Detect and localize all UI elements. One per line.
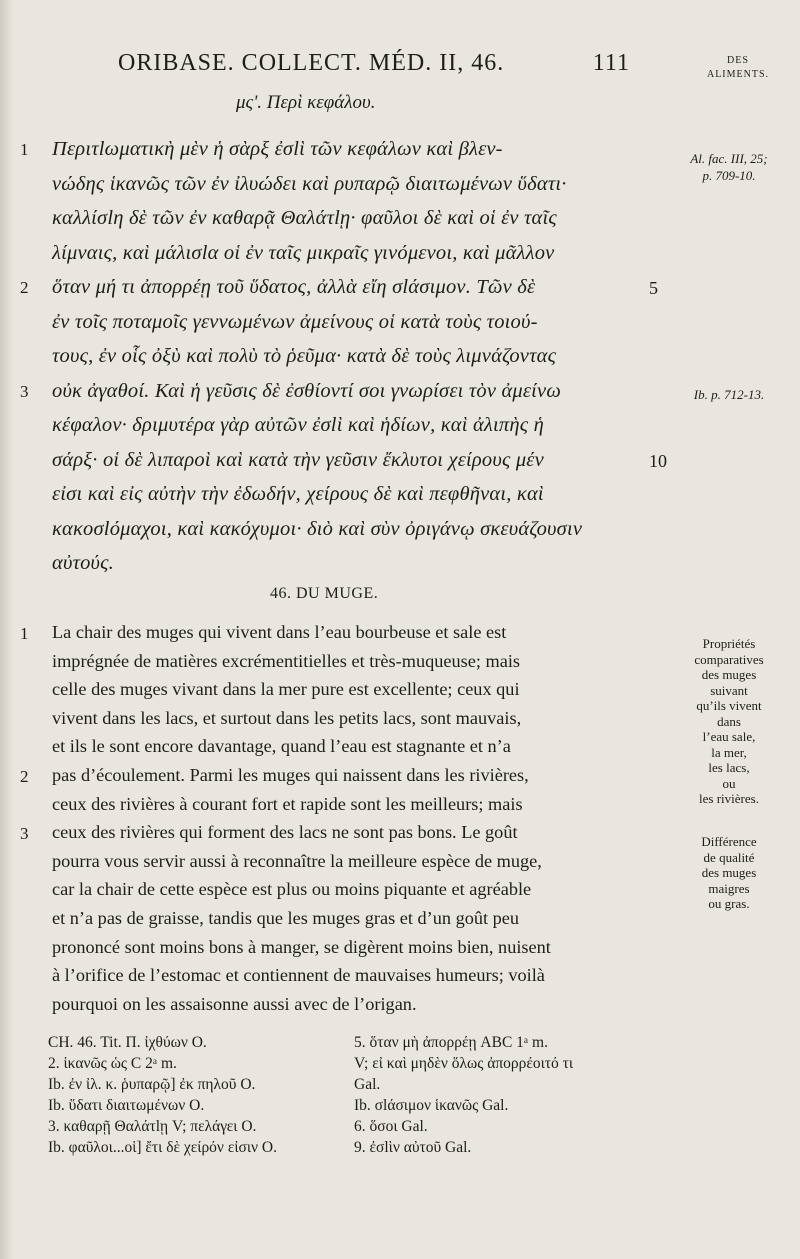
margin-note-line: ou (722, 775, 736, 791)
greek-text-line: λίμναις, καὶ μάλισlα οἱ ἐν ταῖς μικραῖς γινόμενοι, καὶ μᾶλλον (52, 241, 555, 264)
margin-note-line: Différence (701, 834, 757, 849)
side-heading-line: DES (727, 55, 749, 66)
side-heading (688, 54, 788, 82)
greek-text-line: καλλίσlη δὲ τῶν ἐν καθαρᾷ Θαλάτlῃ· φαῦλοι δὲ καὶ οἱ ἐν ταῖς (52, 207, 557, 229)
paragraph-number: 2 (20, 278, 29, 297)
french-text-line: à l’orifice de l’estomac et contiennent de mauvaises humeurs; voilà (52, 965, 545, 986)
margin-note-properties (668, 636, 790, 807)
french-text-line: pas d’écoulement. Parmi les muges qui naissent dans les rivières, (52, 765, 529, 785)
paragraph-number: 3 (20, 381, 29, 401)
margin-note-line: comparatives (694, 651, 764, 667)
margin-note-line: la mer, (711, 744, 747, 760)
greek-text-line: ἐν τοῖς ποταμοῖς γεννωμένων ἀμείνους οἱ κατὰ τοὺς τοιού- (52, 310, 538, 333)
margin-note-line: qu’ils vivent (696, 698, 762, 713)
apparatus-entry: 2. ἱκανῶς ὡς C 2ᵃ m. (48, 1055, 177, 1072)
margin-note-line: des muges (701, 667, 757, 682)
apparatus-entry: 6. ὅσοι Gal. (354, 1118, 428, 1135)
french-text-line: et ils le sont encore davantage, quand l’eau est stagnante et n’a (52, 736, 511, 757)
apparatus-entry: Ib. ὕδατι διαιτωμένων O. (48, 1097, 205, 1114)
margin-note-line: dans (717, 713, 741, 729)
running-title: ORIBASE. COLLECT. MÉD. II, 46. (118, 50, 505, 76)
margin-note-line: maigres (708, 880, 750, 896)
margin-note-line: des muges (701, 865, 757, 880)
french-chapter-title: 46. DU MUGE. (270, 585, 379, 602)
side-heading-line: ALIMENTS. (706, 69, 770, 80)
apparatus-entry: V; εἰ καὶ μηδὲν ὅλως ἀπορρέοιτό τι (354, 1055, 574, 1072)
margin-note-line: de qualité (703, 849, 755, 865)
apparatus-entry: 3. καθαρῇ Θαλάτlῃ V; πελάγει O. (48, 1118, 257, 1135)
french-text-line: pourquoi on les assaisonne aussi avec de l’origan. (52, 993, 417, 1014)
apparatus-entry: 9. ἐσlὶν αὐτοῦ Gal. (354, 1139, 472, 1156)
apparatus-entry: Ib. φαῦλοι...οἱ] ἔτι δὲ χείρόν εἰσιν O. (48, 1139, 277, 1156)
french-text-line: celle des muges vivant dans la mer pure est excellente; ceux qui (52, 679, 520, 700)
margin-note-line: ou gras. (708, 896, 750, 911)
margin-note-line: Propriétés (702, 636, 756, 651)
french-text-line: car la chair de cette espèce est plus ou moins piquante et agréable (52, 879, 532, 900)
apparatus-entry: Ib. σlάσιμον ἱκανῶς Gal. (354, 1097, 509, 1114)
paragraph-number: 2 (20, 767, 29, 786)
greek-text-line: αὐτούς. (52, 552, 115, 574)
paragraph-number: 1 (20, 140, 29, 159)
french-text-line: et n’a pas de graisse, tandis que les muges gras et d’un goût peu (52, 908, 520, 928)
margin-note-line: suivant (710, 682, 748, 698)
french-text-line: imprégnée de matières excrémentitielles et très-muqueuse; mais (52, 650, 521, 671)
greek-text-line: κέφαλον· δριμυτέρα γὰρ αὐτῶν ἐσlὶ καὶ ἡδίων, καὶ ἀλιπὴς ἡ (52, 414, 544, 436)
greek-text-line: ὅταν μή τι ἀπορρέῃ τοῦ ὕδατος, ἀλλὰ εἴη σlάσιμον. Τῶν δὲ (52, 276, 536, 298)
apparatus-left-column (48, 1032, 338, 1158)
apparatus-entry: Ib. ἐν ἰλ. κ. ῥυπαρῷ] ἐκ πηλοῦ O. (48, 1076, 256, 1093)
page-gutter-shadow (0, 0, 14, 1259)
margin-ref-line: Al. fac. III, 25; (690, 151, 768, 166)
line-count-number: 10 (649, 450, 667, 471)
margin-ref-line: p. 709-10. (702, 168, 756, 183)
french-text-line: La chair des muges qui vivent dans l’eau bourbeuse et sale est (52, 622, 507, 642)
french-text-line: ceux des rivières à courant fort et rapide sont les meilleurs; mais (52, 793, 523, 814)
margin-note-difference (668, 834, 790, 912)
french-text-line: vivent dans les lacs, et surtout dans les petits lacs, sont mauvais, (52, 707, 522, 728)
french-text-line: ceux des rivières qui forment des lacs ne sont pas bons. Le goût (52, 822, 518, 843)
page-number: 111 (592, 50, 630, 76)
margin-reference-2 (668, 386, 790, 403)
apparatus-entry: 5. ὅταν μὴ ἀπορρέῃ ABC 1ᵃ m. (354, 1034, 548, 1051)
margin-ref-line: Ib. p. 712-13. (693, 387, 765, 402)
paragraph-number: 1 (20, 624, 29, 643)
greek-text-line: τους, ἐν οἷς ὀξὺ καὶ πολὺ τὸ ῥεῦμα· κατὰ δὲ τοὺς λιμνάζοντας (52, 345, 557, 367)
apparatus-entry: CH. 46. Tit. Π. ἰχθύων O. (48, 1034, 207, 1051)
apparatus-right-column (354, 1032, 644, 1158)
french-text-line: prononcé sont moins bons à manger, se digèrent moins bien, nuisent (52, 936, 551, 957)
margin-note-line: les lacs, (708, 760, 750, 775)
apparatus-entry: Gal. (354, 1076, 381, 1093)
greek-text-line: σάρξ· οἱ δὲ λιπαροὶ καὶ κατὰ τὴν γεῦσιν ἔκλυτοι χείρους μέν (52, 448, 544, 471)
greek-text-line: οὐκ ἀγαθοί. Καὶ ἡ γεῦσις δὲ ἐσθίοντί σοι γνωρίσει τὸν ἀμείνω (52, 379, 562, 402)
margin-reference-1 (668, 150, 790, 184)
french-text-line: pourra vous servir aussi à reconnaître la meilleure espèce de muge, (52, 850, 542, 871)
margin-note-line: l’eau sale, (702, 729, 756, 744)
margin-note-line: les rivières. (699, 791, 759, 806)
greek-text-line: εἰσι καὶ εἰς αὐτὴν τὴν ἐδωδήν, χείρους δὲ καὶ πεφθῆναι, καὶ (52, 483, 544, 505)
greek-chapter-title: μς'. Περὶ κεφάλου. (236, 92, 376, 113)
line-count-number: 5 (649, 278, 658, 298)
greek-text-line: Περιτlωματικὴ μὲν ἡ σὰρξ ἐσlὶ τῶν κεφάλων καὶ βλεν- (52, 138, 503, 160)
greek-text-line: κακοσlόμαχοι, καὶ κακόχυμοι· διὸ καὶ σὺν ὀριγάνῳ σκευάζουσιν (52, 517, 583, 540)
paragraph-number: 3 (20, 824, 29, 844)
greek-text-line: νώδης ἱκανῶς τῶν ἐν ἰλυώδει καὶ ρυπαρῷ διαιτωμένων ὕδατι· (52, 172, 567, 195)
